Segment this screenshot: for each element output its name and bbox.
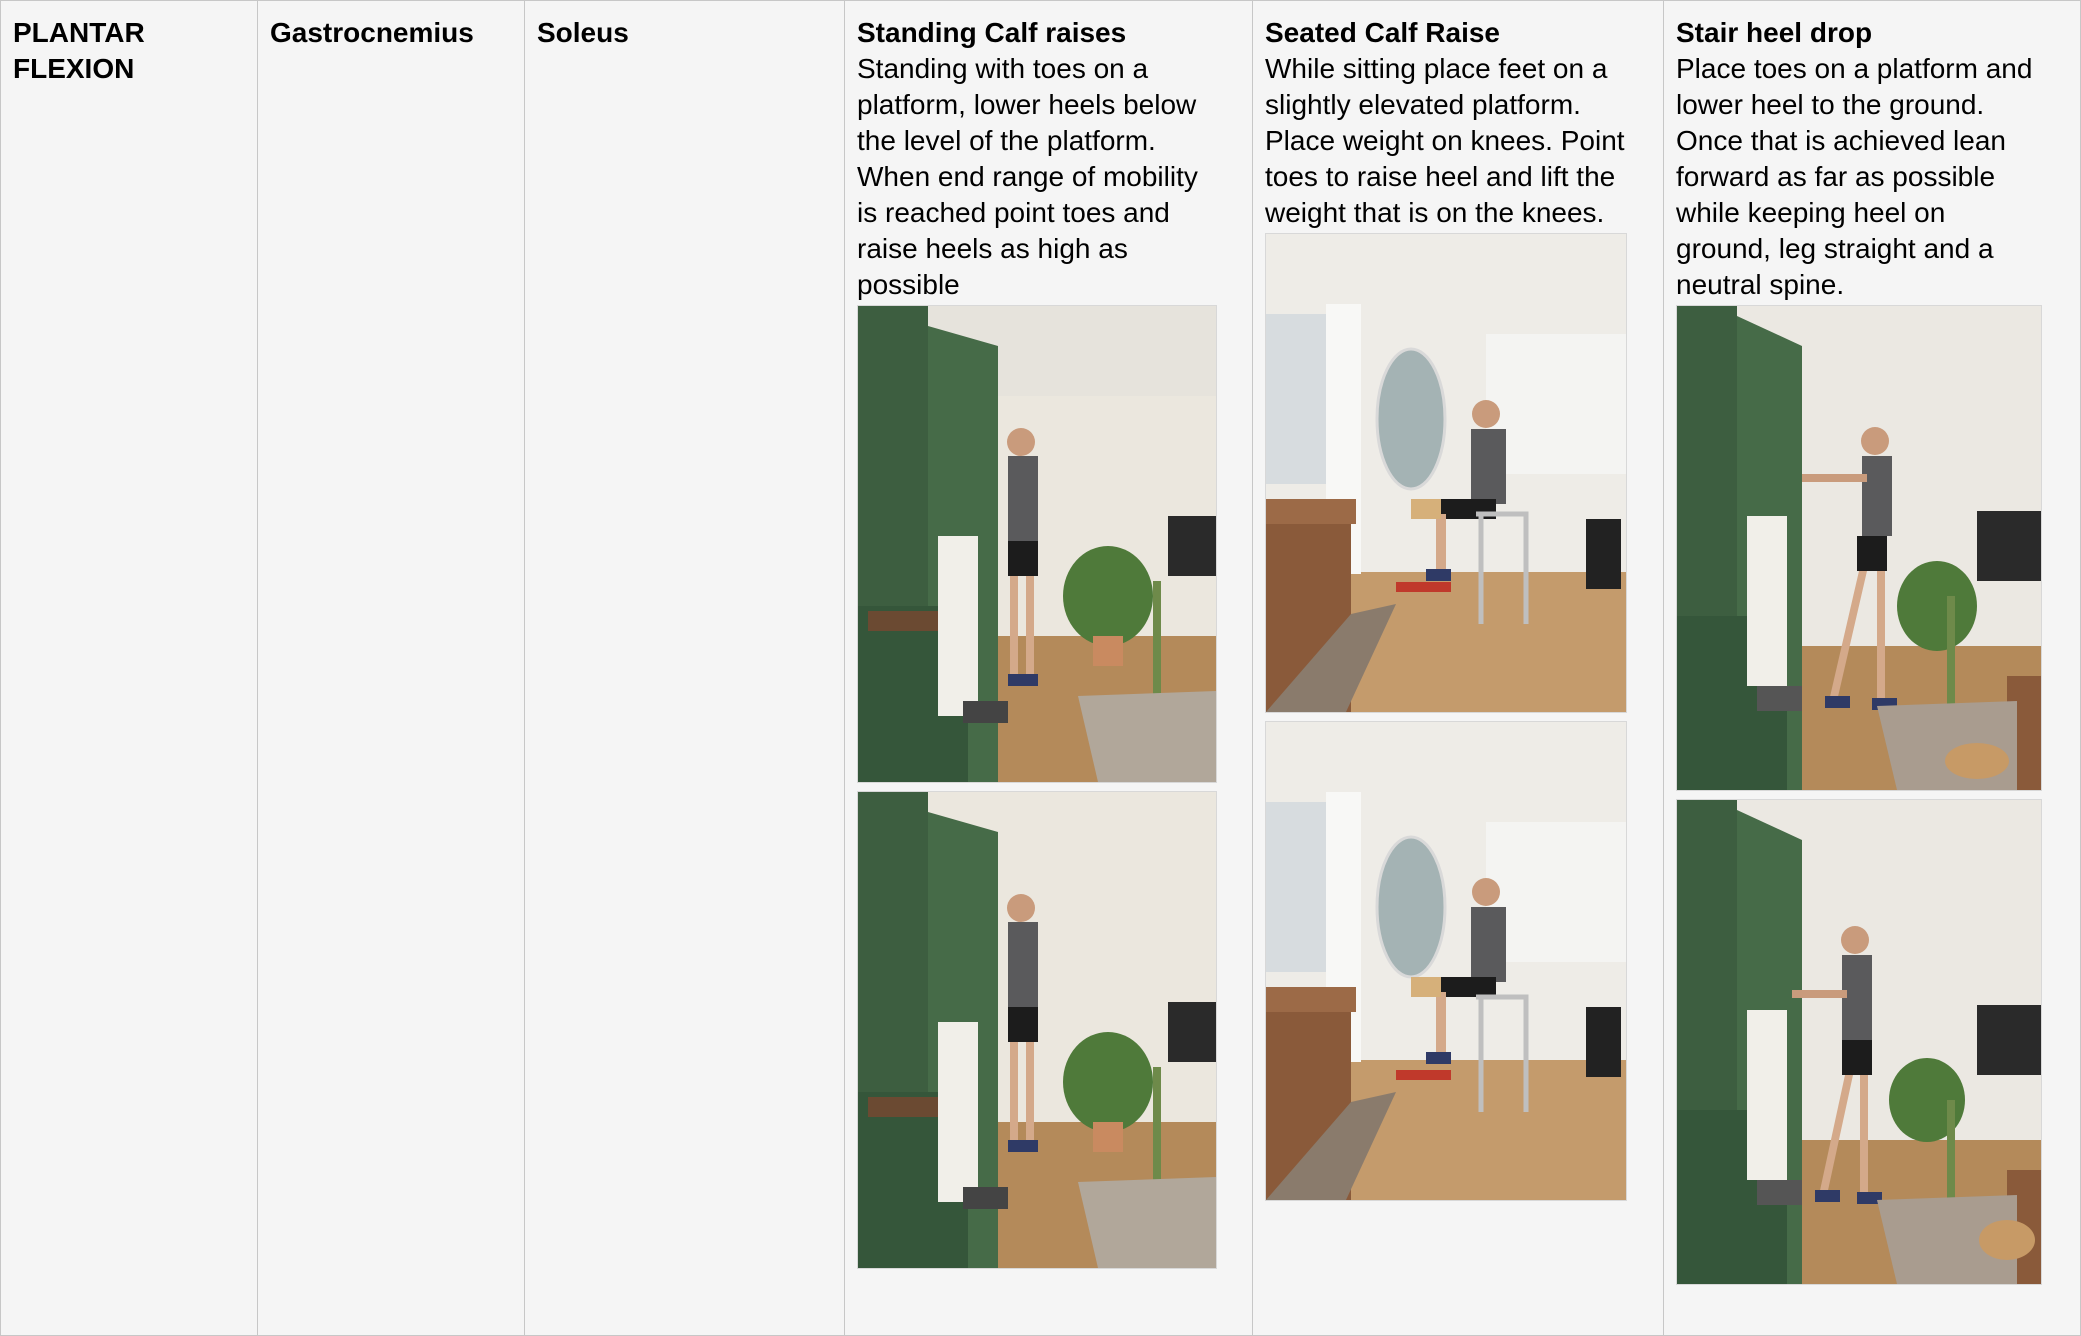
muscle-cell-2 [525,1,845,1336]
exercise-title: Stair heel drop [1676,17,1873,48]
exercise-photo-heel-drop-2 [1676,799,2042,1285]
muscle-label-soleus: Soleus [537,17,629,48]
table-row [1,1,2081,1336]
exercise-title: Standing Calf raises [857,17,1127,48]
exercise-photo-standing-down [857,305,1217,783]
exercise-photo-standing-up [857,791,1217,1269]
exercise-cell-stair-heel-drop [1664,1,2081,1336]
exercise-description: Standing with toes on a platform, lower heels below the level of the platform. When end range of mobility is reached point toes and raise heels as high as possible [857,53,1198,300]
muscle-cell-1 [258,1,525,1336]
exercise-cell-seated-calf-raise [1253,1,1664,1336]
exercise-title: Seated Calf Raise [1265,17,1500,48]
exercise-description: While sitting place feet on a slightly elevated platform. Place weight on knees. Point toes to raise heel and lift the weight that is on the knees. [1265,53,1625,228]
exercise-cell-standing-calf-raises [845,1,1253,1336]
exercise-photo-seated-down [1265,233,1627,713]
movement-cell [1,1,258,1336]
muscle-label-gastrocnemius: Gastrocnemius [270,17,474,48]
exercise-photo-seated-up [1265,721,1627,1201]
exercise-description: Place toes on a platform and lower heel to the ground. Once that is achieved lean forward as far as possible while keeping heel on ground, leg straight and a neutral spine. [1676,53,2033,300]
movement-label: PLANTAR FLEXION [13,17,145,84]
exercise-photo-heel-drop-1 [1676,305,2042,791]
